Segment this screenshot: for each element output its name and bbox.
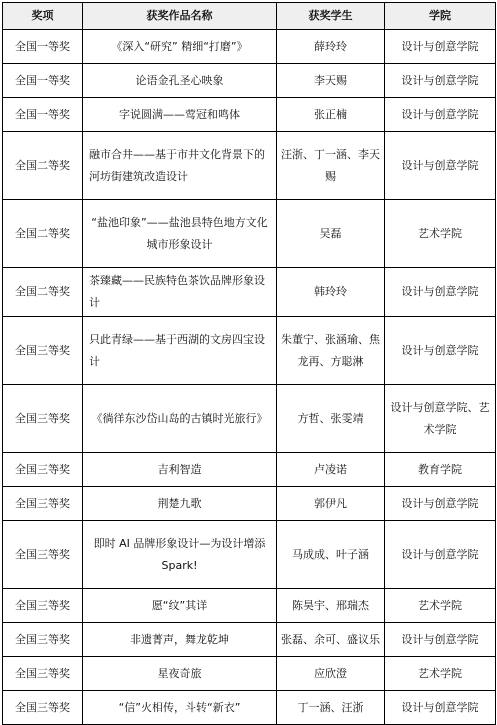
students-cell: 丁一涵、汪浙 [277, 691, 385, 725]
award-cell: 全国二等奖 [3, 200, 83, 268]
college-cell: 设计与创意学院 [385, 64, 496, 98]
college-cell: 设计与创意学院 [385, 317, 496, 385]
award-cell: 全国三等奖 [3, 623, 83, 657]
table-row [3, 521, 496, 589]
college-cell: 设计与创意学院、艺术学院 [385, 385, 496, 453]
award-cell: 全国一等奖 [3, 30, 83, 64]
work-cell: 愿“纹”其详 [83, 589, 277, 623]
students-cell: 李天赐 [277, 64, 385, 98]
college-cell: 设计与创意学院 [385, 98, 496, 132]
students-cell: 张磊、余可、盛议乐 [277, 623, 385, 657]
students-cell: 陈昊宇、邢瑞杰 [277, 589, 385, 623]
award-cell: 全国二等奖 [3, 132, 83, 200]
award-cell: 全国三等奖 [3, 521, 83, 589]
work-cell: 非遗菁声，舞龙乾坤 [83, 623, 277, 657]
work-cell: 《深入“研究” 精细“打磨”》 [83, 30, 277, 64]
work-cell: 吉利智造 [83, 453, 277, 487]
award-cell: 全国一等奖 [3, 64, 83, 98]
college-cell: 设计与创意学院 [385, 623, 496, 657]
students-cell: 马成成、叶子涵 [277, 521, 385, 589]
work-cell: 融市合井——基于市井文化背景下的河坊街建筑改造设计 [83, 132, 277, 200]
students-cell: 韩玲玲 [277, 268, 385, 317]
award-cell: 全国三等奖 [3, 657, 83, 691]
award-cell: 全国三等奖 [3, 589, 83, 623]
work-cell: “信”火相传，斗转“新衣” [83, 691, 277, 725]
work-cell: 星夜奇旅 [83, 657, 277, 691]
students-cell: 郭伊凡 [277, 487, 385, 521]
table-row [3, 691, 496, 725]
table-row [3, 453, 496, 487]
header-college: 学院 [385, 3, 496, 30]
students-cell: 方哲、张雯靖 [277, 385, 385, 453]
table-row [3, 268, 496, 317]
students-cell: 卢凌诺 [277, 453, 385, 487]
award-cell: 全国三等奖 [3, 453, 83, 487]
table-row [3, 385, 496, 453]
college-cell: 设计与创意学院 [385, 521, 496, 589]
work-cell: 只此青绿——基于西湖的文房四宝设计 [83, 317, 277, 385]
work-cell: 即时 AI 品牌形象设计—为设计增添 Spark! [83, 521, 277, 589]
award-cell: 全国三等奖 [3, 691, 83, 725]
students-cell: 张正楠 [277, 98, 385, 132]
college-cell: 设计与创意学院 [385, 132, 496, 200]
college-cell: 设计与创意学院 [385, 30, 496, 64]
work-cell: 字说圆满——莺冠和鸣体 [83, 98, 277, 132]
students-cell: 汪浙、丁一涵、李天赐 [277, 132, 385, 200]
work-cell: 论语金孔圣心映象 [83, 64, 277, 98]
header-work: 获奖作品名称 [83, 3, 277, 30]
table-row [3, 623, 496, 657]
college-cell: 设计与创意学院 [385, 487, 496, 521]
students-cell: 朱董宁、张涵瑜、焦龙再、方聪淋 [277, 317, 385, 385]
table-row [3, 487, 496, 521]
header-award: 奖项 [3, 3, 83, 30]
table-row [3, 30, 496, 64]
award-cell: 全国三等奖 [3, 317, 83, 385]
table-row [3, 589, 496, 623]
table-row [3, 657, 496, 691]
table-row [3, 64, 496, 98]
award-cell: 全国一等奖 [3, 98, 83, 132]
award-cell: 全国二等奖 [3, 268, 83, 317]
table-row [3, 132, 496, 200]
awards-table [2, 2, 496, 725]
table-row [3, 98, 496, 132]
work-cell: “盐池印象”——盐池县特色地方文化城市形象设计 [83, 200, 277, 268]
work-cell: 荆楚九歌 [83, 487, 277, 521]
students-cell: 薛玲玲 [277, 30, 385, 64]
award-cell: 全国三等奖 [3, 487, 83, 521]
college-cell: 教育学院 [385, 453, 496, 487]
table-row [3, 200, 496, 268]
award-cell: 全国三等奖 [3, 385, 83, 453]
table-row [3, 317, 496, 385]
college-cell: 艺术学院 [385, 657, 496, 691]
header-students: 获奖学生 [277, 3, 385, 30]
college-cell: 设计与创意学院 [385, 268, 496, 317]
college-cell: 设计与创意学院 [385, 691, 496, 725]
table-header-row [3, 3, 496, 30]
students-cell: 吴磊 [277, 200, 385, 268]
college-cell: 艺术学院 [385, 200, 496, 268]
students-cell: 应欣澄 [277, 657, 385, 691]
work-cell: 《徜徉东沙岱山岛的古镇时光旅行》 [83, 385, 277, 453]
college-cell: 艺术学院 [385, 589, 496, 623]
work-cell: 茶臻藏——民族特色茶饮品牌形象设计 [83, 268, 277, 317]
